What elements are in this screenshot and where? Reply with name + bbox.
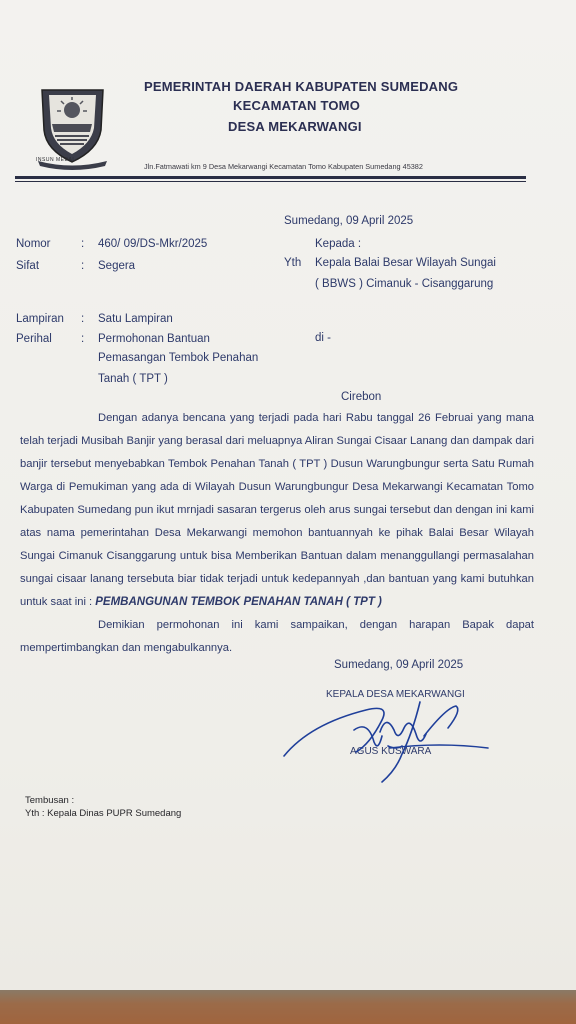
letterhead-district: KECAMATAN TOMO: [233, 98, 361, 113]
lampiran-label: Lampiran: [16, 313, 64, 325]
body-paragraph-2-text: Demikian permohonan ini kami sampaikan, dengan harapan Bapak dapat mempertimbangkan dan mengabulkannya.: [20, 619, 534, 654]
recipient-line1: Kepala Balai Besar Wilayah Sungai: [315, 257, 496, 269]
recipient-di: di -: [315, 332, 331, 344]
sifat-colon: :: [81, 260, 85, 272]
body-paragraph-1: [20, 407, 534, 614]
letterhead-village: DESA MEKARWANGI: [228, 119, 362, 134]
letterhead-government: PEMERINTAH DAERAH KABUPATEN SUMEDANG: [144, 79, 459, 94]
tembusan-item: Yth : Kepala Dinas PUPR Sumedang: [25, 808, 182, 819]
handwritten-signature: [270, 690, 510, 800]
request-prefix: untuk saat ini :: [20, 596, 93, 608]
perihal-value-line3: Tanah ( TPT ): [98, 373, 168, 385]
tembusan-label: Tembusan :: [25, 795, 75, 806]
recipient-city: Cirebon: [341, 391, 382, 403]
sifat-label: Sifat: [16, 260, 40, 272]
perihal-value-line2: Pemasangan Tembok Penahan: [98, 352, 259, 364]
lampiran-colon: :: [81, 313, 85, 325]
closing-title: KEPALA DESA MEKARWANGI: [326, 689, 465, 700]
logo-motto: INSUN MEDAL: [36, 157, 76, 163]
yth-label: Yth: [284, 257, 302, 269]
letterhead-rule: [15, 176, 526, 179]
body-paragraph-2: [20, 614, 534, 660]
nomor-colon: :: [81, 238, 85, 250]
table-surface: [0, 990, 576, 1024]
kepada-label: Kepada :: [315, 238, 362, 250]
recipient-line2: ( BBWS ) Cimanuk - Cisanggarung: [315, 278, 494, 290]
closing-date: Sumedang, 09 April 2025: [334, 659, 464, 671]
perihal-value-line1: Permohonan Bantuan: [98, 333, 210, 345]
sifat-value: Segera: [98, 260, 136, 272]
perihal-label: Perihal: [16, 333, 52, 345]
nomor-value: 460/ 09/DS-Mkr/2025: [98, 238, 208, 250]
body-paragraph-1-text: Dengan adanya bencana yang terjadi pada hari Rabu tanggal 26 Februai yang mana telah terjadi Musibah Banjir yang berasal dari meluapnya Aliran Sungai Cisaar Lanang dan dampak dari banjir tersebut menyebabkan Tembok Penahan Tanah ( TPT ) Dusun Warungbungur serta Satu Rumah Warga di Pemukiman yang ada di Wilayah Dusun Warungbungur Desa Mekarwangi Kecamatan Tomo Kabupaten Sumedang pun ikut mrnjadi sasaran tergerus oleh arus sungai tersebut dan dengan ini kami atas nama pemerintahan Desa Mekarwangi memohon bantuannyah ke pihak Balai Besar Wilayah Sungai Cimanuk Cisanggarung untuk bisa Memberikan Bantuan dalam menanggullangi permasalahan sungai cisaar lanang tersebuta biar tidak terjadi untuk kedepannyah ,dan bantuan yang kami butuhkan: [20, 412, 534, 585]
letterhead-rule-thin: [15, 181, 526, 182]
perihal-colon: :: [81, 333, 85, 345]
lampiran-value: Satu Lampiran: [98, 313, 173, 325]
nomor-label: Nomor: [16, 238, 51, 250]
signatory-name: AGUS KUSWARA: [350, 746, 432, 757]
letter-date: Sumedang, 09 April 2025: [284, 215, 414, 227]
letterhead-address: Jln.Fatmawati km 9 Desa Mekarwangi Kecamatan Tomo Kabupaten Sumedang 45382: [144, 162, 423, 171]
request-emphasis: PEMBANGUNAN TEMBOK PENAHAN TANAH ( TPT ): [95, 596, 382, 608]
